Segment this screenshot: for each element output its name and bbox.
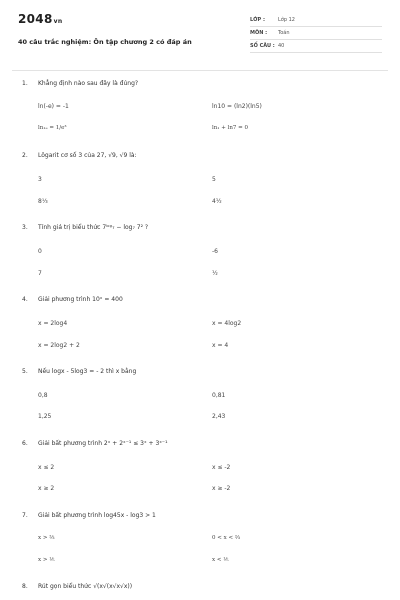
option-a[interactable]: 3: [38, 176, 42, 183]
option-a[interactable]: x > ⅔: [38, 535, 55, 541]
option-a[interactable]: x ≤ 2: [38, 464, 55, 471]
question-text: Nếu logx - 5log3 = - 2 thì x bằng: [38, 368, 137, 375]
option-d[interactable]: x ≥ -2: [212, 485, 231, 492]
option-b[interactable]: ln10 = (ln2)(ln5): [212, 103, 262, 110]
question-header: [22, 440, 382, 447]
document-title: 40 câu trắc nghiệm: Ôn tập chương 2 có đáp án: [18, 38, 192, 46]
option-d[interactable]: 4½: [212, 198, 222, 205]
option-d[interactable]: x < ⅕: [212, 557, 229, 563]
option-b[interactable]: 0 < x < ⅔: [212, 535, 241, 541]
option-d[interactable]: 2,43: [212, 413, 226, 420]
question-text: Rút gọn biểu thức √(x√(x√x√x)): [38, 583, 133, 590]
site-logo[interactable]: [18, 12, 62, 26]
option-d[interactable]: x = 4: [212, 342, 229, 349]
option-c[interactable]: x ≥ 2: [38, 485, 55, 492]
question-number: 2.: [22, 152, 28, 159]
question-text: Giải phương trình 10ˣ = 400: [38, 296, 123, 303]
question-header: [22, 368, 382, 375]
meta-row-count: [250, 40, 382, 53]
option-a[interactable]: 0: [38, 248, 42, 255]
question-number: 4.: [22, 296, 28, 303]
option-c[interactable]: 1,25: [38, 413, 52, 420]
logo-suffix: vn: [53, 18, 63, 25]
meta-row-subject: [250, 27, 382, 40]
question-text: Lôgarit cơ số 3 của 27, √9, √9 là:: [38, 152, 137, 159]
header-divider: [12, 70, 388, 71]
meta-label: LỚP :: [250, 17, 265, 23]
meta-value: Toán: [278, 30, 290, 36]
option-d[interactable]: ½: [212, 270, 218, 277]
question-header: [22, 512, 382, 519]
option-c[interactable]: 8⅓: [38, 198, 48, 205]
meta-value: 40: [278, 43, 285, 49]
question-number: 8.: [22, 583, 28, 590]
question-5: [22, 368, 382, 375]
question-text: Giải bất phương trình 2ˣ + 2ˣ⁻¹ ≤ 3ˣ + 3ˣ⁻¹: [38, 440, 168, 447]
option-a[interactable]: ln(-e) = -1: [38, 103, 69, 110]
option-c[interactable]: 7: [38, 270, 42, 277]
question-6: [22, 440, 382, 447]
option-b[interactable]: -6: [212, 248, 218, 255]
option-b[interactable]: x = 4log2: [212, 320, 242, 327]
question-header: [22, 296, 382, 303]
question-number: 3.: [22, 224, 28, 231]
meta-table: [250, 14, 382, 53]
question-header: [22, 80, 382, 87]
meta-label: SỐ CÂU :: [250, 43, 275, 49]
option-b[interactable]: x ≤ -2: [212, 464, 231, 471]
question-text: Khẳng định nào sau đây là đúng?: [38, 80, 139, 87]
option-a[interactable]: x = 2log4: [38, 320, 68, 327]
option-c[interactable]: x = 2log2 + 2: [38, 342, 80, 349]
document-header: [18, 6, 382, 66]
option-b[interactable]: 5: [212, 176, 216, 183]
question-text: Giải bất phương trình log45x - log3 > 1: [38, 512, 156, 519]
question-header: [22, 152, 382, 159]
option-b[interactable]: 0,81: [212, 392, 226, 399]
logo-text: 2048: [18, 12, 53, 26]
question-3: [22, 224, 382, 231]
question-header: [22, 583, 382, 590]
question-text: Tính giá trị biểu thức 7ˡᵒᵍ₇ − log₇ 7² ?: [38, 224, 149, 231]
option-d[interactable]: ln₁ + ln7 = 0: [212, 125, 249, 131]
question-number: 6.: [22, 440, 28, 447]
option-c[interactable]: ln₁ₑ = 1/e³: [38, 125, 67, 131]
question-8: [22, 583, 382, 590]
question-4: [22, 296, 382, 303]
option-a[interactable]: 0,8: [38, 392, 48, 399]
question-1: [22, 80, 382, 87]
option-c[interactable]: x > ⅕: [38, 557, 55, 563]
meta-label: MÔN :: [250, 30, 268, 36]
question-number: 1.: [22, 80, 28, 87]
question-number: 5.: [22, 368, 28, 375]
question-header: [22, 224, 382, 231]
question-7: [22, 512, 382, 519]
meta-row-class: [250, 14, 382, 27]
question-2: [22, 152, 382, 159]
meta-value: Lớp 12: [278, 17, 295, 23]
question-number: 7.: [22, 512, 28, 519]
